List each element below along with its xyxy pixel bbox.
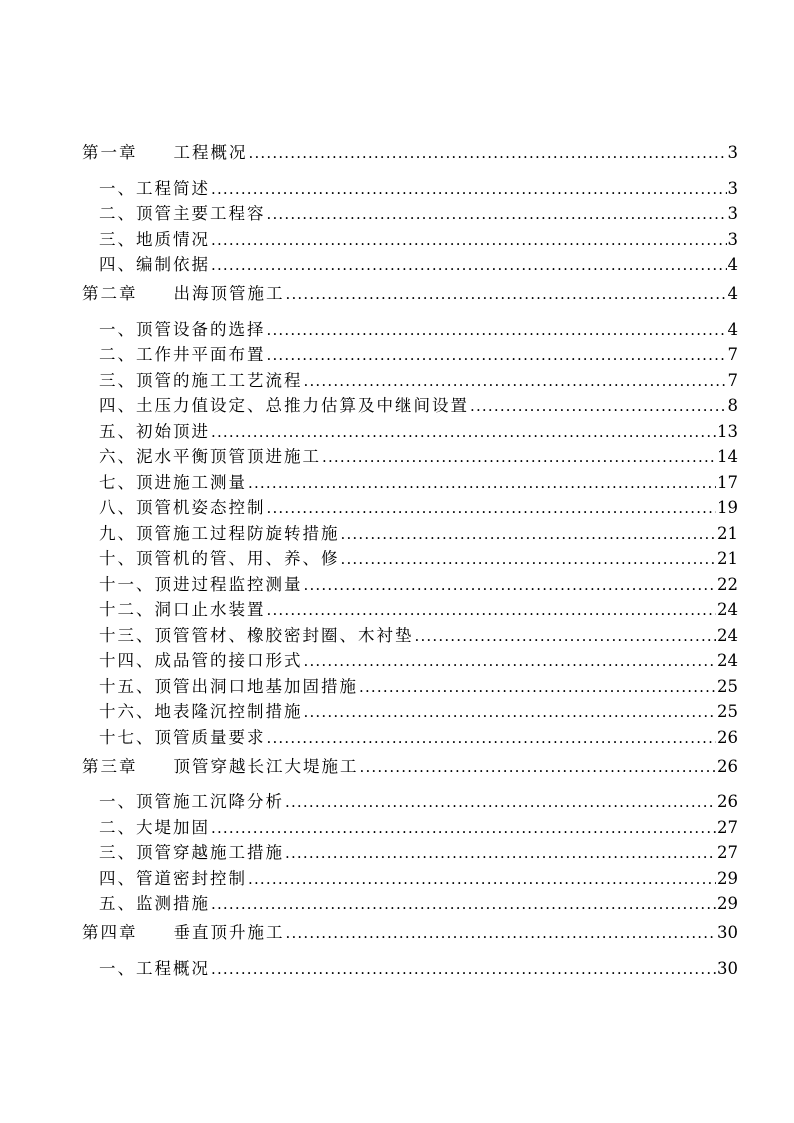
dot-leader <box>211 255 727 275</box>
dot-leader <box>211 230 727 250</box>
toc-section-entry[interactable] <box>82 889 738 915</box>
toc-section-entry[interactable] <box>82 787 738 813</box>
toc-chapter-entry[interactable] <box>82 134 738 163</box>
dot-leader <box>341 524 717 544</box>
section-title: 四、土压力值设定、总推力估算及中继间设置 <box>99 396 469 415</box>
section-title: 二、工作井平面布置 <box>99 345 266 364</box>
chapter-title: 垂直顶升施工 <box>173 923 285 942</box>
toc-section-entry[interactable] <box>82 416 738 442</box>
page-number: 22 <box>717 574 738 594</box>
section-title: 二、顶管主要工程容 <box>99 204 266 223</box>
dot-leader <box>285 792 716 812</box>
toc-chapter-entry[interactable] <box>82 914 738 943</box>
dot-leader <box>304 651 717 671</box>
toc-section-entry[interactable] <box>82 953 738 979</box>
toc-section-entry[interactable] <box>82 697 738 723</box>
section-title: 十四、成品管的接口形式 <box>99 651 303 670</box>
dot-leader <box>267 728 717 748</box>
toc-section-entry[interactable] <box>82 493 738 519</box>
page-number: 4 <box>727 284 738 303</box>
section-title: 十六、地表隆沉控制措施 <box>99 702 303 721</box>
page-number: 24 <box>717 651 738 670</box>
toc-section-entry[interactable] <box>82 340 738 366</box>
page-number: 25 <box>717 676 738 696</box>
dot-leader <box>415 626 717 646</box>
page-number: 4 <box>727 319 738 339</box>
page-number: 7 <box>727 370 738 390</box>
dot-leader <box>267 320 727 340</box>
dot-leader <box>211 179 727 199</box>
section-title: 一、工程概况 <box>99 958 210 978</box>
toc-section-entry[interactable] <box>82 442 738 468</box>
dot-leader <box>211 959 716 979</box>
toc-section-entry[interactable] <box>82 838 738 864</box>
dot-leader <box>249 143 727 163</box>
section-title: 十一、顶进过程监控测量 <box>99 574 303 594</box>
page-number: 29 <box>717 868 738 888</box>
chapter-number: 第二章 <box>82 284 138 303</box>
toc-section-entry[interactable] <box>82 863 738 889</box>
section-title: 七、顶进施工测量 <box>99 472 247 492</box>
section-title: 九、顶管施工过程防旋转措施 <box>99 523 340 543</box>
chapter-title: 顶管穿越长江大堤施工 <box>173 756 359 776</box>
toc-section-entry[interactable] <box>82 620 738 646</box>
page-number: 7 <box>727 345 738 364</box>
section-title: 一、顶管施工沉降分析 <box>99 792 284 811</box>
page-number: 27 <box>717 817 738 837</box>
page-number: 27 <box>717 843 738 862</box>
toc-section-entry[interactable] <box>82 314 738 340</box>
section-title: 十五、顶管出洞口地基加固措施 <box>99 676 358 696</box>
section-title: 八、顶管机姿态控制 <box>99 498 266 517</box>
toc-section-entry[interactable] <box>82 365 738 391</box>
dot-leader <box>359 677 716 697</box>
section-title: 十三、顶管管材、橡胶密封圈、木衬垫 <box>99 625 414 645</box>
toc-section-entry[interactable] <box>82 467 738 493</box>
page-number: 4 <box>727 255 738 274</box>
page-number: 3 <box>727 178 738 198</box>
toc-section-entry[interactable] <box>82 391 738 417</box>
dot-leader <box>304 702 717 722</box>
toc-section-entry[interactable] <box>82 722 738 748</box>
toc-section-entry[interactable] <box>82 250 738 276</box>
page-number: 8 <box>727 396 738 415</box>
section-title: 十、顶管机的管、用、养、修 <box>99 549 340 568</box>
dot-leader <box>341 549 717 569</box>
toc-section-entry[interactable] <box>82 224 738 250</box>
toc-section-entry[interactable] <box>82 569 738 595</box>
toc-section-entry[interactable] <box>82 544 738 570</box>
section-title: 六、泥水平衡顶管顶进施工 <box>99 447 321 466</box>
chapter-number: 第三章 <box>82 756 138 776</box>
page-number: 30 <box>717 958 738 978</box>
section-title: 三、顶管的施工工艺流程 <box>99 370 303 390</box>
section-title: 一、工程简述 <box>99 178 210 198</box>
section-title: 十二、洞口止水装置 <box>99 600 266 619</box>
dot-leader <box>211 422 716 442</box>
toc-section-entry[interactable] <box>82 595 738 621</box>
toc-section-entry[interactable] <box>82 518 738 544</box>
page-number: 3 <box>727 229 738 249</box>
table-of-contents <box>82 134 738 979</box>
page-number: 26 <box>717 727 738 747</box>
dot-leader <box>267 498 717 518</box>
page-number: 26 <box>717 756 738 776</box>
section-title: 三、地质情况 <box>99 229 210 249</box>
section-title: 五、初始顶进 <box>99 421 210 441</box>
page-number: 25 <box>717 702 738 721</box>
page-number: 19 <box>717 498 738 517</box>
dot-leader <box>304 575 717 595</box>
toc-section-entry[interactable] <box>82 646 738 672</box>
chapter-number: 第一章 <box>82 143 138 162</box>
dot-leader <box>286 923 717 943</box>
page-number: 24 <box>717 625 738 645</box>
dot-leader <box>285 843 716 863</box>
page-number: 24 <box>717 600 738 619</box>
dot-leader <box>211 894 716 914</box>
section-title: 四、编制依据 <box>99 255 210 274</box>
dot-leader <box>267 204 727 224</box>
page-number: 3 <box>727 204 738 223</box>
chapter-number: 第四章 <box>82 923 138 942</box>
toc-chapter-entry[interactable] <box>82 748 738 777</box>
chapter-title: 出海顶管施工 <box>173 284 285 303</box>
page-number: 29 <box>717 894 738 913</box>
page-number: 17 <box>717 472 738 492</box>
section-title: 二、大堤加固 <box>99 817 210 837</box>
dot-leader <box>267 345 727 365</box>
section-title: 五、监测措施 <box>99 894 210 913</box>
dot-leader <box>211 818 716 838</box>
toc-section-entry[interactable] <box>82 199 738 225</box>
dot-leader <box>267 600 717 620</box>
dot-leader <box>360 757 717 777</box>
section-title: 三、顶管穿越施工措施 <box>99 843 284 862</box>
page-number: 21 <box>717 523 738 543</box>
section-title: 十七、顶管质量要求 <box>99 727 266 747</box>
toc-section-entry[interactable] <box>82 812 738 838</box>
dot-leader <box>248 869 716 889</box>
page-number: 13 <box>717 421 738 441</box>
page-number: 30 <box>717 923 738 942</box>
section-title: 一、顶管设备的选择 <box>99 319 266 339</box>
dot-leader <box>286 284 727 304</box>
section-title: 四、管道密封控制 <box>99 868 247 888</box>
page-number: 3 <box>727 143 738 162</box>
toc-section-entry[interactable] <box>82 173 738 199</box>
page-number: 14 <box>717 447 738 466</box>
toc-chapter-entry[interactable] <box>82 275 738 304</box>
dot-leader <box>470 396 727 416</box>
page-number: 21 <box>717 549 738 568</box>
page-number: 26 <box>717 792 738 811</box>
toc-section-entry[interactable] <box>82 671 738 697</box>
chapter-title: 工程概况 <box>173 143 248 162</box>
dot-leader <box>322 447 716 467</box>
dot-leader <box>248 473 716 493</box>
dot-leader <box>304 371 727 391</box>
